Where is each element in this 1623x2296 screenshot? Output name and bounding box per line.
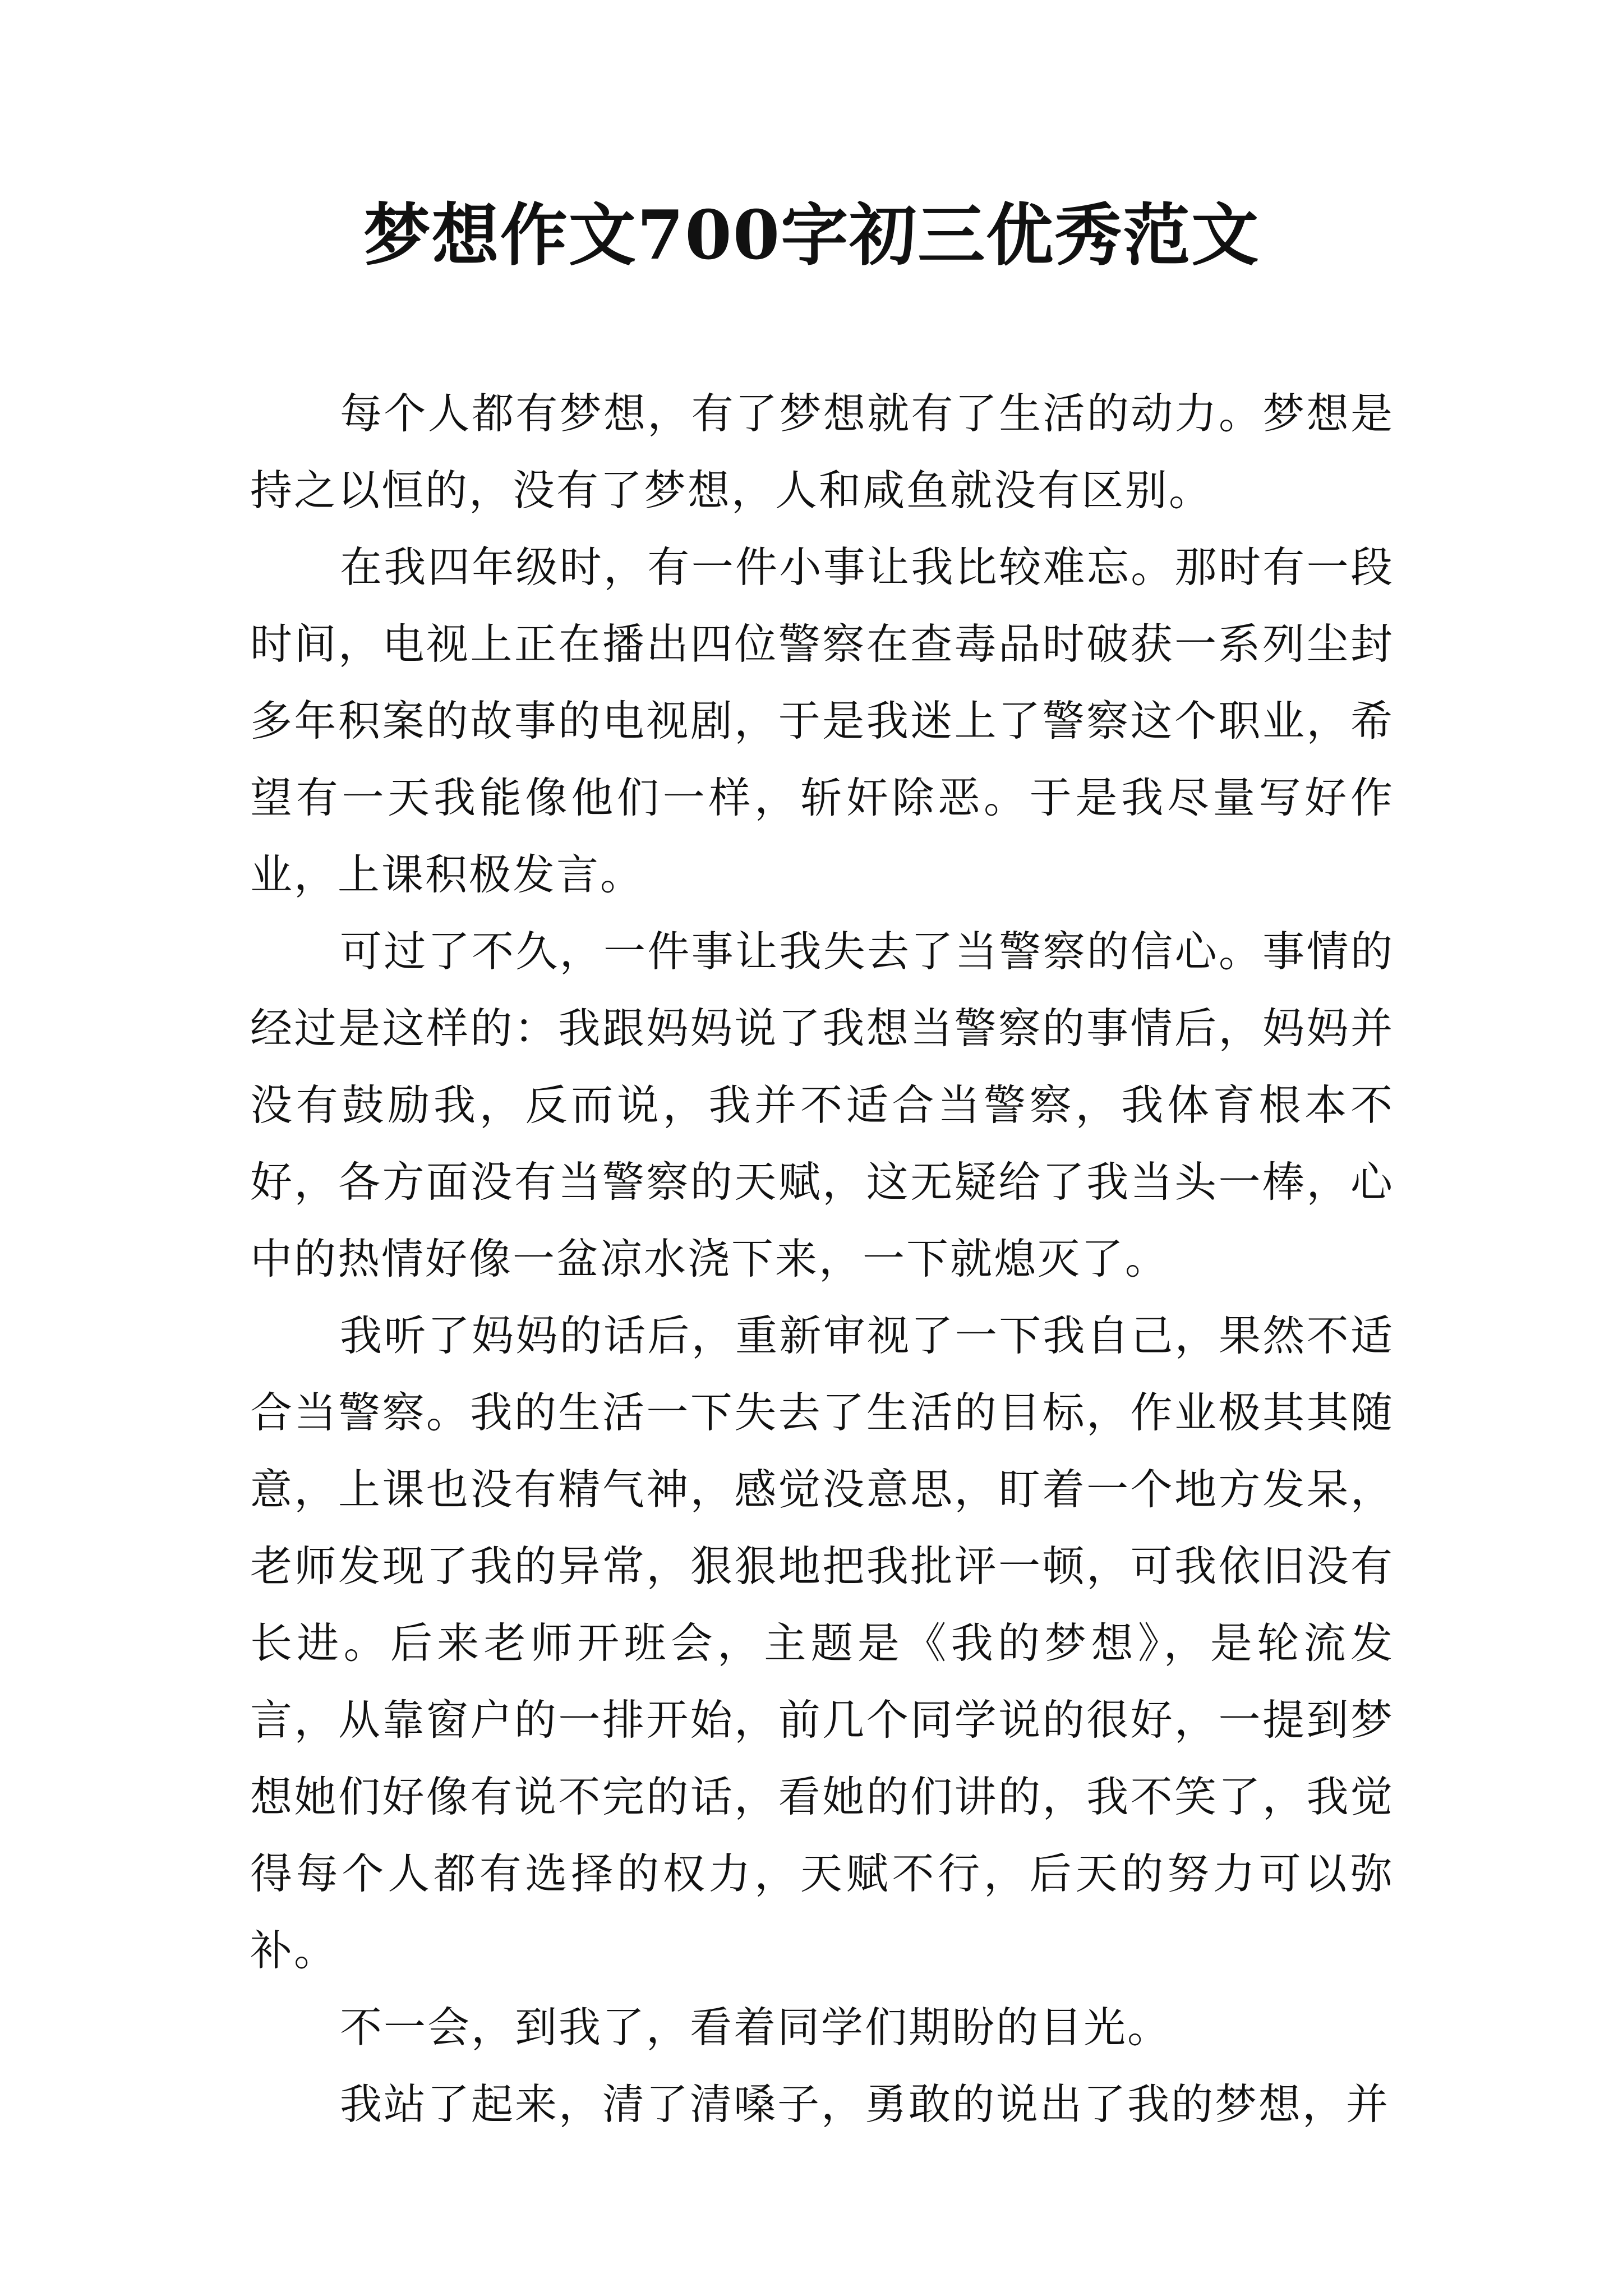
paragraph-2: 在我四年级时，有一件小事让我比较难忘。那时有一段时间，电视上正在播出四位警察在查毒品时破获一系列尘封多年积案的故事的电视剧，于是我迷上了警察这个职业，希望有一天我能像他们一样，斩奸除恶。于是我尽量写好作业，上课积极发言。	[250, 542, 1394, 899]
paragraph-4: 我听了妈妈的话后，重新审视了一下我自己，果然不适合当警察。我的生活一下失去了生活的目标，作业极其其随意，上课也没有精气神，感觉没意思，盯着一个地方发呆，老师发现了我的异常，狠狠地把我批评一顿，可我依旧没有长进。后来老师开班会，主题是《我的梦想》，是轮流发言，从靠窗户的一排开始，前几个同学说的很好，一提到梦想她们好像有说不完的话，看她的们讲的，我不笑了，我觉得每个人都有选择的权力，天赋不行，后天的努力可以弥补。	[250, 1311, 1394, 1975]
paragraph-1: 每个人都有梦想，有了梦想就有了生活的动力。梦想是持之以恒的，没有了梦想，人和咸鱼就没有区别。	[250, 389, 1394, 515]
paragraph-5: 不一会，到我了，看着同学们期盼的目光。	[340, 2003, 1172, 2052]
paragraph-3: 可过了不久，一件事让我失去了当警察的信心。事情的经过是这样的：我跟妈妈说了我想当警察的事情后，妈妈并没有鼓励我，反而说，我并不适合当警察，我体育根本不好，各方面没有当警察的天赋，这无疑给了我当头一棒，心中的热情好像一盆凉水浇下来，一下就熄灭了。	[250, 927, 1394, 1283]
document-title: 梦想作文700字初三优秀范文	[363, 196, 1260, 275]
document-body	[250, 375, 1394, 2143]
paragraph-6: 我站了起来，清了清嗓子，勇敢的说出了我的梦想，并	[340, 2079, 1390, 2129]
